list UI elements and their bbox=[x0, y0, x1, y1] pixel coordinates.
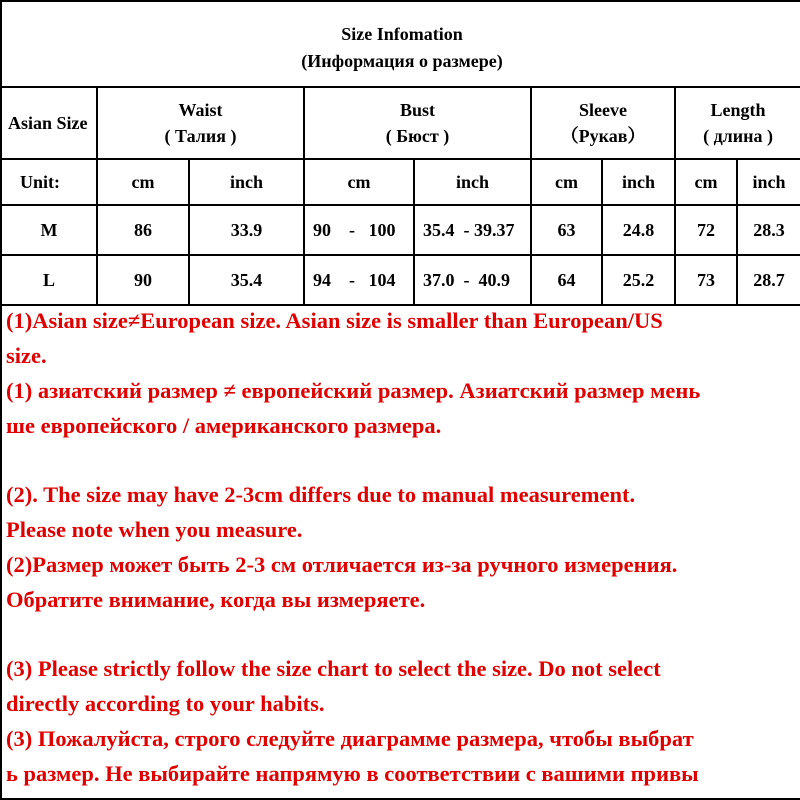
table-cell: 90 bbox=[97, 255, 189, 305]
table-cell: 35.4 bbox=[189, 255, 304, 305]
note-line: (2)Размер может быть 2-3 см отличается из-за ручного измерения. bbox=[6, 552, 678, 577]
table-cell: 86 bbox=[97, 205, 189, 255]
title-box bbox=[0, 0, 800, 87]
note-size-chart bbox=[6, 651, 798, 791]
note-line: ь размер. Не выбирайте напрямую в соответствии с вашими привы bbox=[6, 761, 699, 786]
unit-cell: inch bbox=[737, 159, 800, 205]
length-label: Length bbox=[710, 100, 766, 120]
notes-box bbox=[0, 297, 800, 800]
note-asian-size bbox=[6, 303, 798, 443]
unit-cell: inch bbox=[414, 159, 531, 205]
table-cell: 72 bbox=[675, 205, 737, 255]
table-cell: 35.4 - 39.37 bbox=[414, 205, 531, 255]
size-cell: M bbox=[1, 205, 97, 255]
note-line: Please note when you measure. bbox=[6, 517, 303, 542]
unit-label: Unit: bbox=[1, 159, 97, 205]
note-measurement bbox=[6, 477, 798, 617]
waist-label: Waist bbox=[178, 100, 223, 120]
note-line: (1)Asian size≠European size. Asian size is smaller than European/US bbox=[6, 308, 663, 333]
size-cell: L bbox=[1, 255, 97, 305]
unit-cell: inch bbox=[189, 159, 304, 205]
table-cell: 24.8 bbox=[602, 205, 675, 255]
table-cell: 94 - 104 bbox=[304, 255, 414, 305]
table-cell: 63 bbox=[531, 205, 602, 255]
length-label-ru: ( длина ) bbox=[703, 126, 774, 146]
table-cell: 28.3 bbox=[737, 205, 800, 255]
title-russian: (Информация о размере) bbox=[301, 51, 503, 71]
unit-cell: inch bbox=[602, 159, 675, 205]
note-line: size. bbox=[6, 343, 47, 368]
table-cell: 33.9 bbox=[189, 205, 304, 255]
unit-cell: cm bbox=[97, 159, 189, 205]
note-line: ше европейского / американского размера. bbox=[6, 413, 442, 438]
note-line: (1) азиатский размер ≠ европейский размер. Азиатский размер мень bbox=[6, 378, 701, 403]
table-row bbox=[1, 205, 800, 255]
waist-header bbox=[97, 87, 304, 159]
table-cell: 37.0 - 40.9 bbox=[414, 255, 531, 305]
unit-cell: cm bbox=[675, 159, 737, 205]
sleeve-header bbox=[531, 87, 675, 159]
length-header bbox=[675, 87, 800, 159]
note-line: (2). The size may have 2-3cm differs due to manual measurement. bbox=[6, 482, 636, 507]
table-cell: 73 bbox=[675, 255, 737, 305]
table-cell: 90 - 100 bbox=[304, 205, 414, 255]
sleeve-label: Sleeve bbox=[579, 100, 628, 120]
note-line: (3) Please strictly follow the size chart to select the size. Do not select bbox=[6, 656, 661, 681]
asian-size-header: Asian Size bbox=[1, 87, 97, 159]
title-english: Size Infomation bbox=[341, 24, 463, 44]
table-cell: 64 bbox=[531, 255, 602, 305]
header-row-units bbox=[1, 159, 800, 205]
bust-header bbox=[304, 87, 531, 159]
bust-label: Bust bbox=[400, 100, 436, 120]
bust-label-ru: ( Бюст ) bbox=[385, 126, 450, 146]
table-cell: 25.2 bbox=[602, 255, 675, 305]
note-line: (3) Пожалуйста, строго следуйте диаграмме размера, чтобы выбрат bbox=[6, 726, 694, 751]
sleeve-label-ru: （Рукав） bbox=[560, 126, 646, 146]
unit-cell: cm bbox=[304, 159, 414, 205]
table-cell: 28.7 bbox=[737, 255, 800, 305]
note-line: Обратите внимание, когда вы измеряете. bbox=[6, 587, 426, 612]
waist-label-ru: ( Талия ) bbox=[164, 126, 237, 146]
size-table bbox=[0, 86, 800, 306]
header-row-groups bbox=[1, 87, 800, 159]
unit-cell: cm bbox=[531, 159, 602, 205]
note-line: directly according to your habits. bbox=[6, 691, 325, 716]
